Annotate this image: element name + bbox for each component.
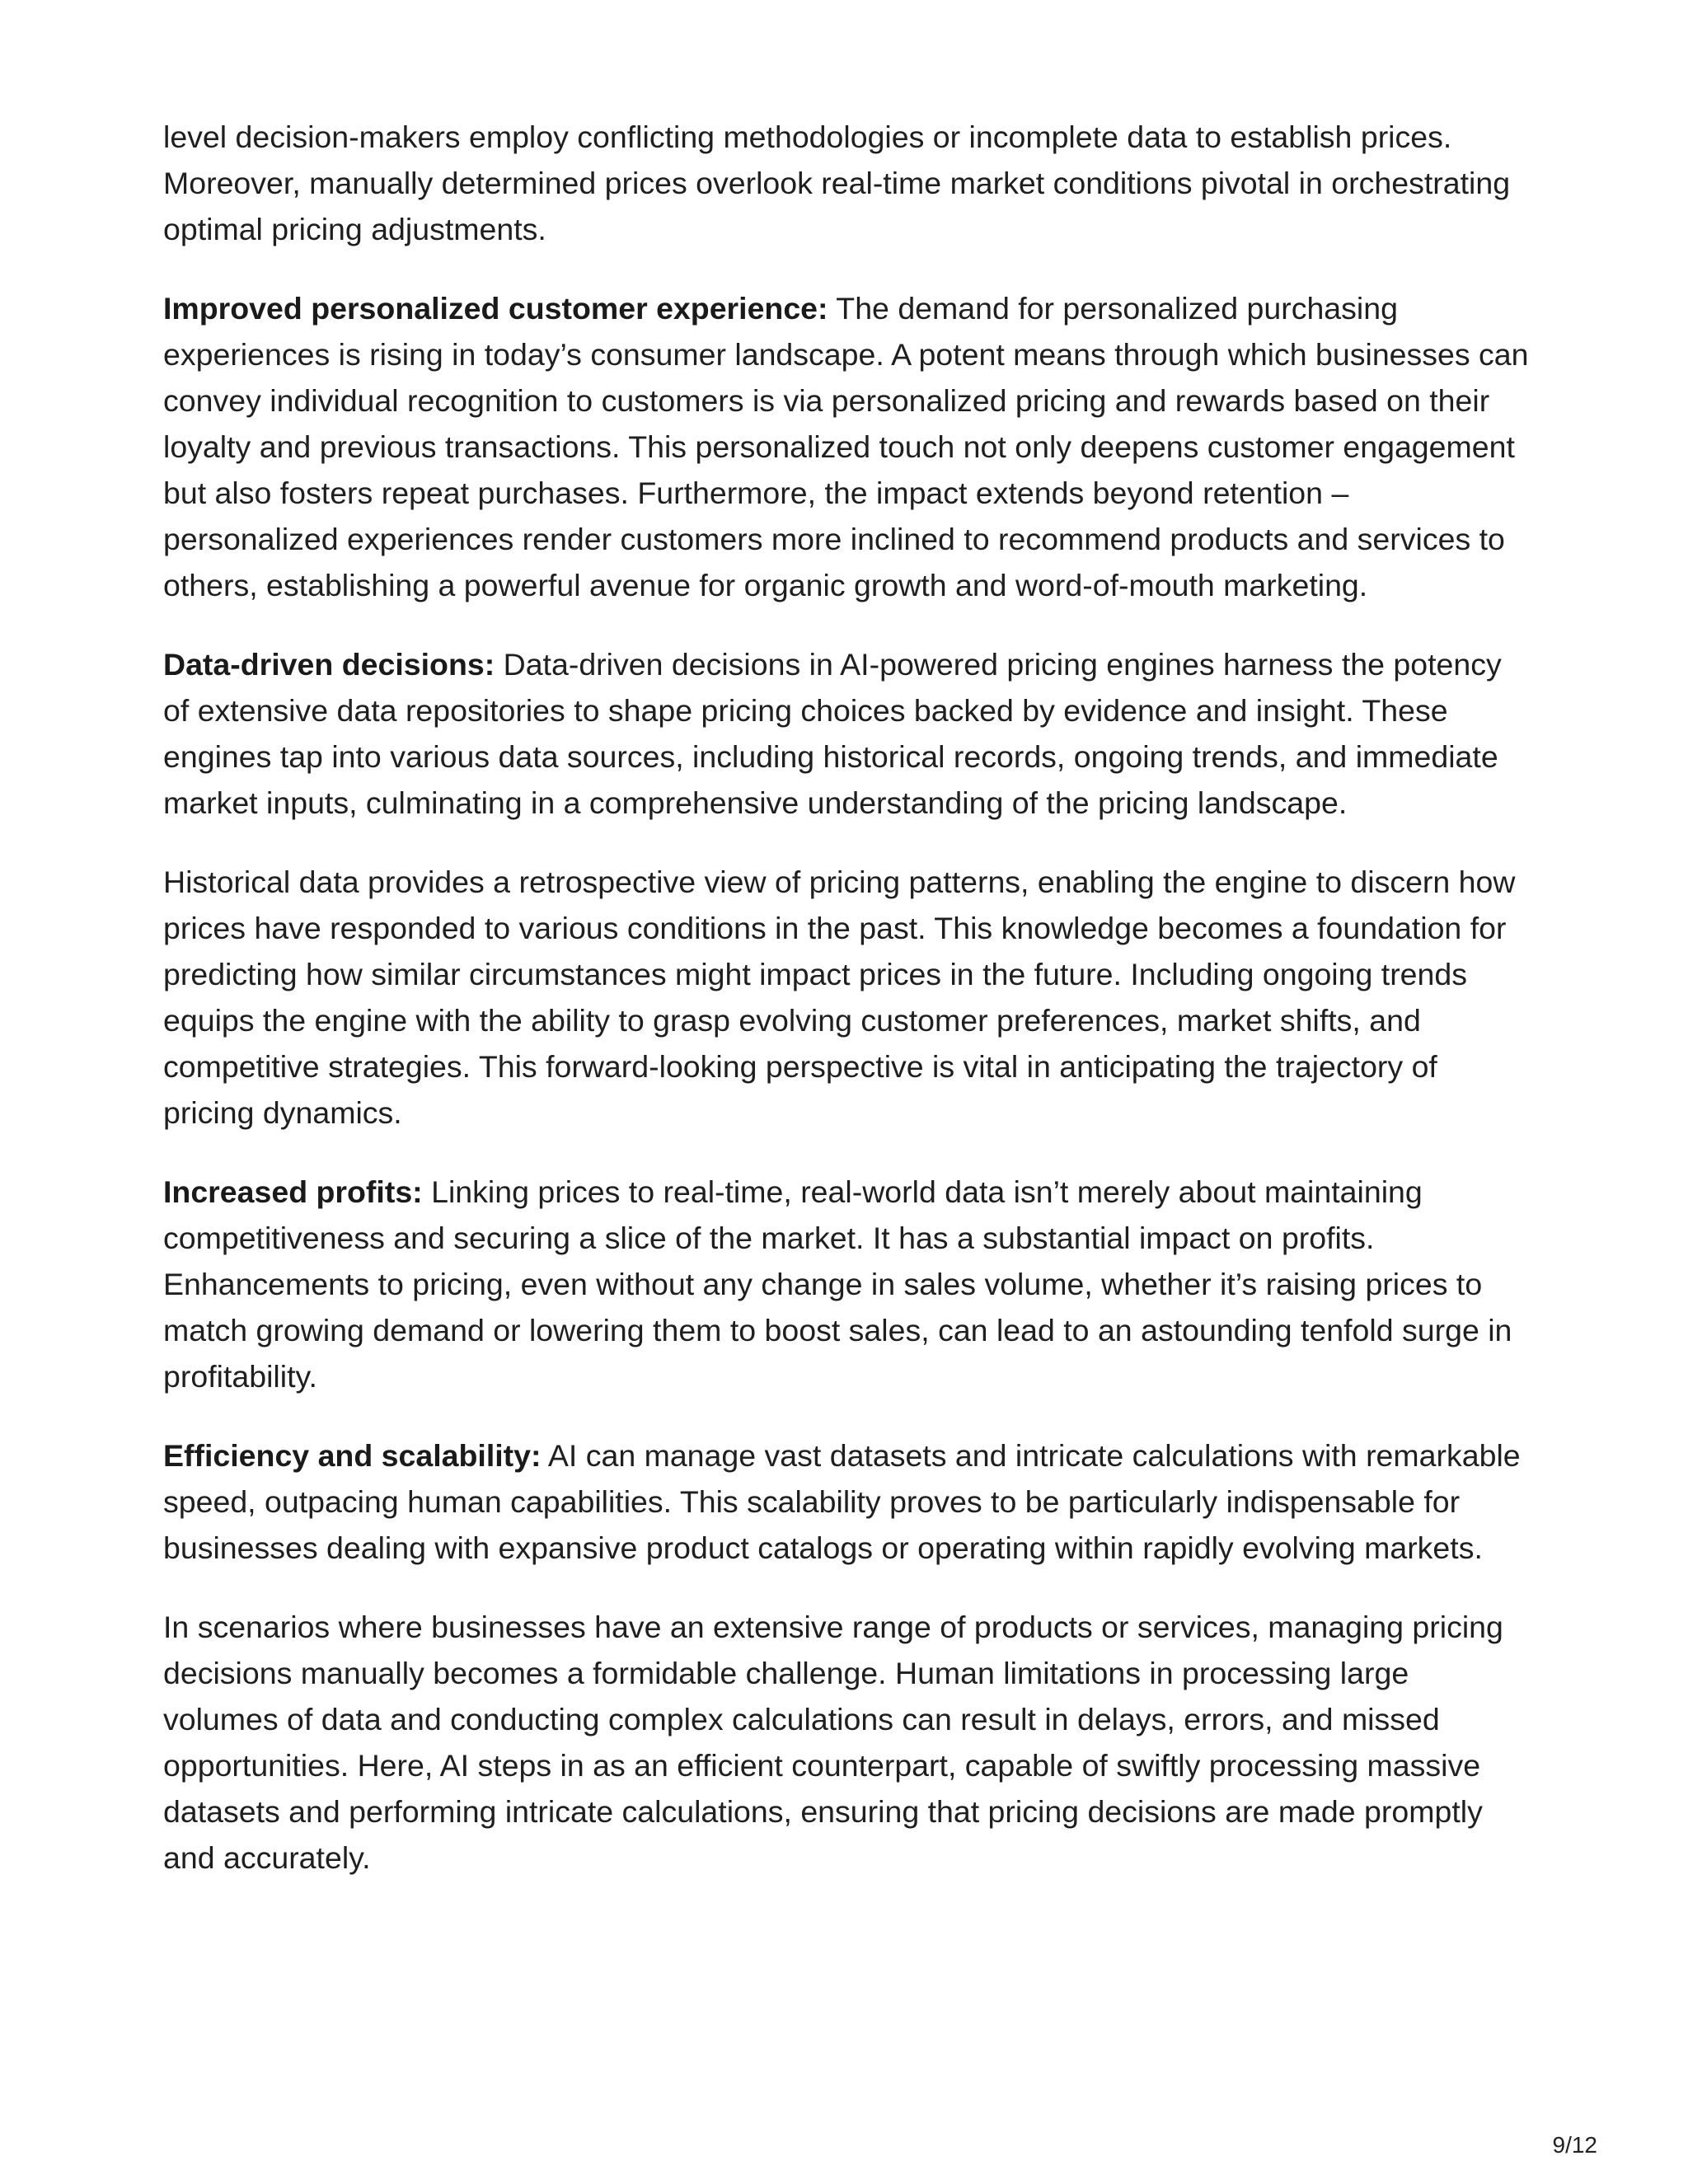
paragraph-heading: Efficiency and scalability: — [163, 1438, 542, 1473]
paragraph-heading: Improved personalized customer experience: — [163, 291, 828, 326]
paragraph-increased-profits — [163, 1169, 1531, 1399]
paragraph-text: level decision-makers employ conflicting methodologies or incomplete data to establish prices. Moreover, manually determined prices overlook real-time market conditions pivotal in orchestrating optimal pricing adjustments. — [163, 120, 1511, 246]
paragraph-text: In scenarios where businesses have an extensive range of products or services, managing pricing decisions manually becomes a formidable challenge. Human limitations in processing large volumes of data and conducting complex calculations can result in delays, errors, and missed opportunities. Here, AI steps in as an efficient counterpart, capable of swiftly processing massive datasets and performing intricate calculations, ensuring that pricing decisions are made promptly and accurately. — [163, 1610, 1503, 1875]
paragraph-heading: Increased profits: — [163, 1174, 423, 1209]
paragraph-text: The demand for personalized purchasing experiences is rising in today’s consumer landscape. A potent means through which businesses can convey individual recognition to customers is via personalized pricing and rewards based on their loyalty and previous transactions. This personalized touch not only deepens customer engagement but also fosters repeat purchases. Furthermore, the impact extends beyond retention – personalized experiences render customers more inclined to recommend products and services to others, establishing a powerful avenue for organic growth and word-of-mouth marketing. — [163, 291, 1529, 602]
paragraph-heading: Data-driven decisions: — [163, 647, 495, 682]
paragraph-personalized-experience — [163, 285, 1531, 608]
paragraph-historical-data — [163, 859, 1531, 1136]
paragraph-text: Data-driven decisions in AI-powered pricing engines harness the potency of extensive data repositories to shape pricing choices backed by evidence and insight. These engines tap into various data sources, including historical records, ongoing trends, and immediate market inputs, culminating in a comprehensive understanding of the pricing landscape. — [163, 647, 1502, 820]
paragraph-data-driven-decisions — [163, 641, 1531, 826]
paragraph-pricing-methodologies — [163, 114, 1531, 252]
page-number: 9/12 — [1552, 2132, 1597, 2158]
paragraph-efficiency-scalability — [163, 1432, 1531, 1571]
paragraph-text: Historical data provides a retrospective view of pricing patterns, enabling the engine to discern how prices have responded to various conditions in the past. This knowledge becomes a foundation for predicting how similar circumstances might impact prices in the future. Including ongoing trends equips the engine with the ability to grasp evolving customer preferences, market shifts, and competitive strategies. This forward-looking perspective is vital in anticipating the trajectory of pricing dynamics. — [163, 865, 1516, 1130]
document-body — [163, 114, 1531, 1914]
paragraph-text: AI can manage vast datasets and intricate calculations with remarkable speed, outpacing human capabilities. This scalability proves to be particularly indispensable for businesses dealing with expansive product catalogs or operating within rapidly evolving markets. — [163, 1438, 1521, 1565]
paragraph-large-catalogs — [163, 1604, 1531, 1881]
paragraph-text: Linking prices to real-time, real-world data isn’t merely about maintaining competitiveness and securing a slice of the market. It has a substantial impact on profits. Enhancements to pricing, even without any change in sales volume, whether it’s raising prices to match growing demand or lowering them to boost sales, can lead to an astounding tenfold surge in profitability. — [163, 1174, 1512, 1394]
